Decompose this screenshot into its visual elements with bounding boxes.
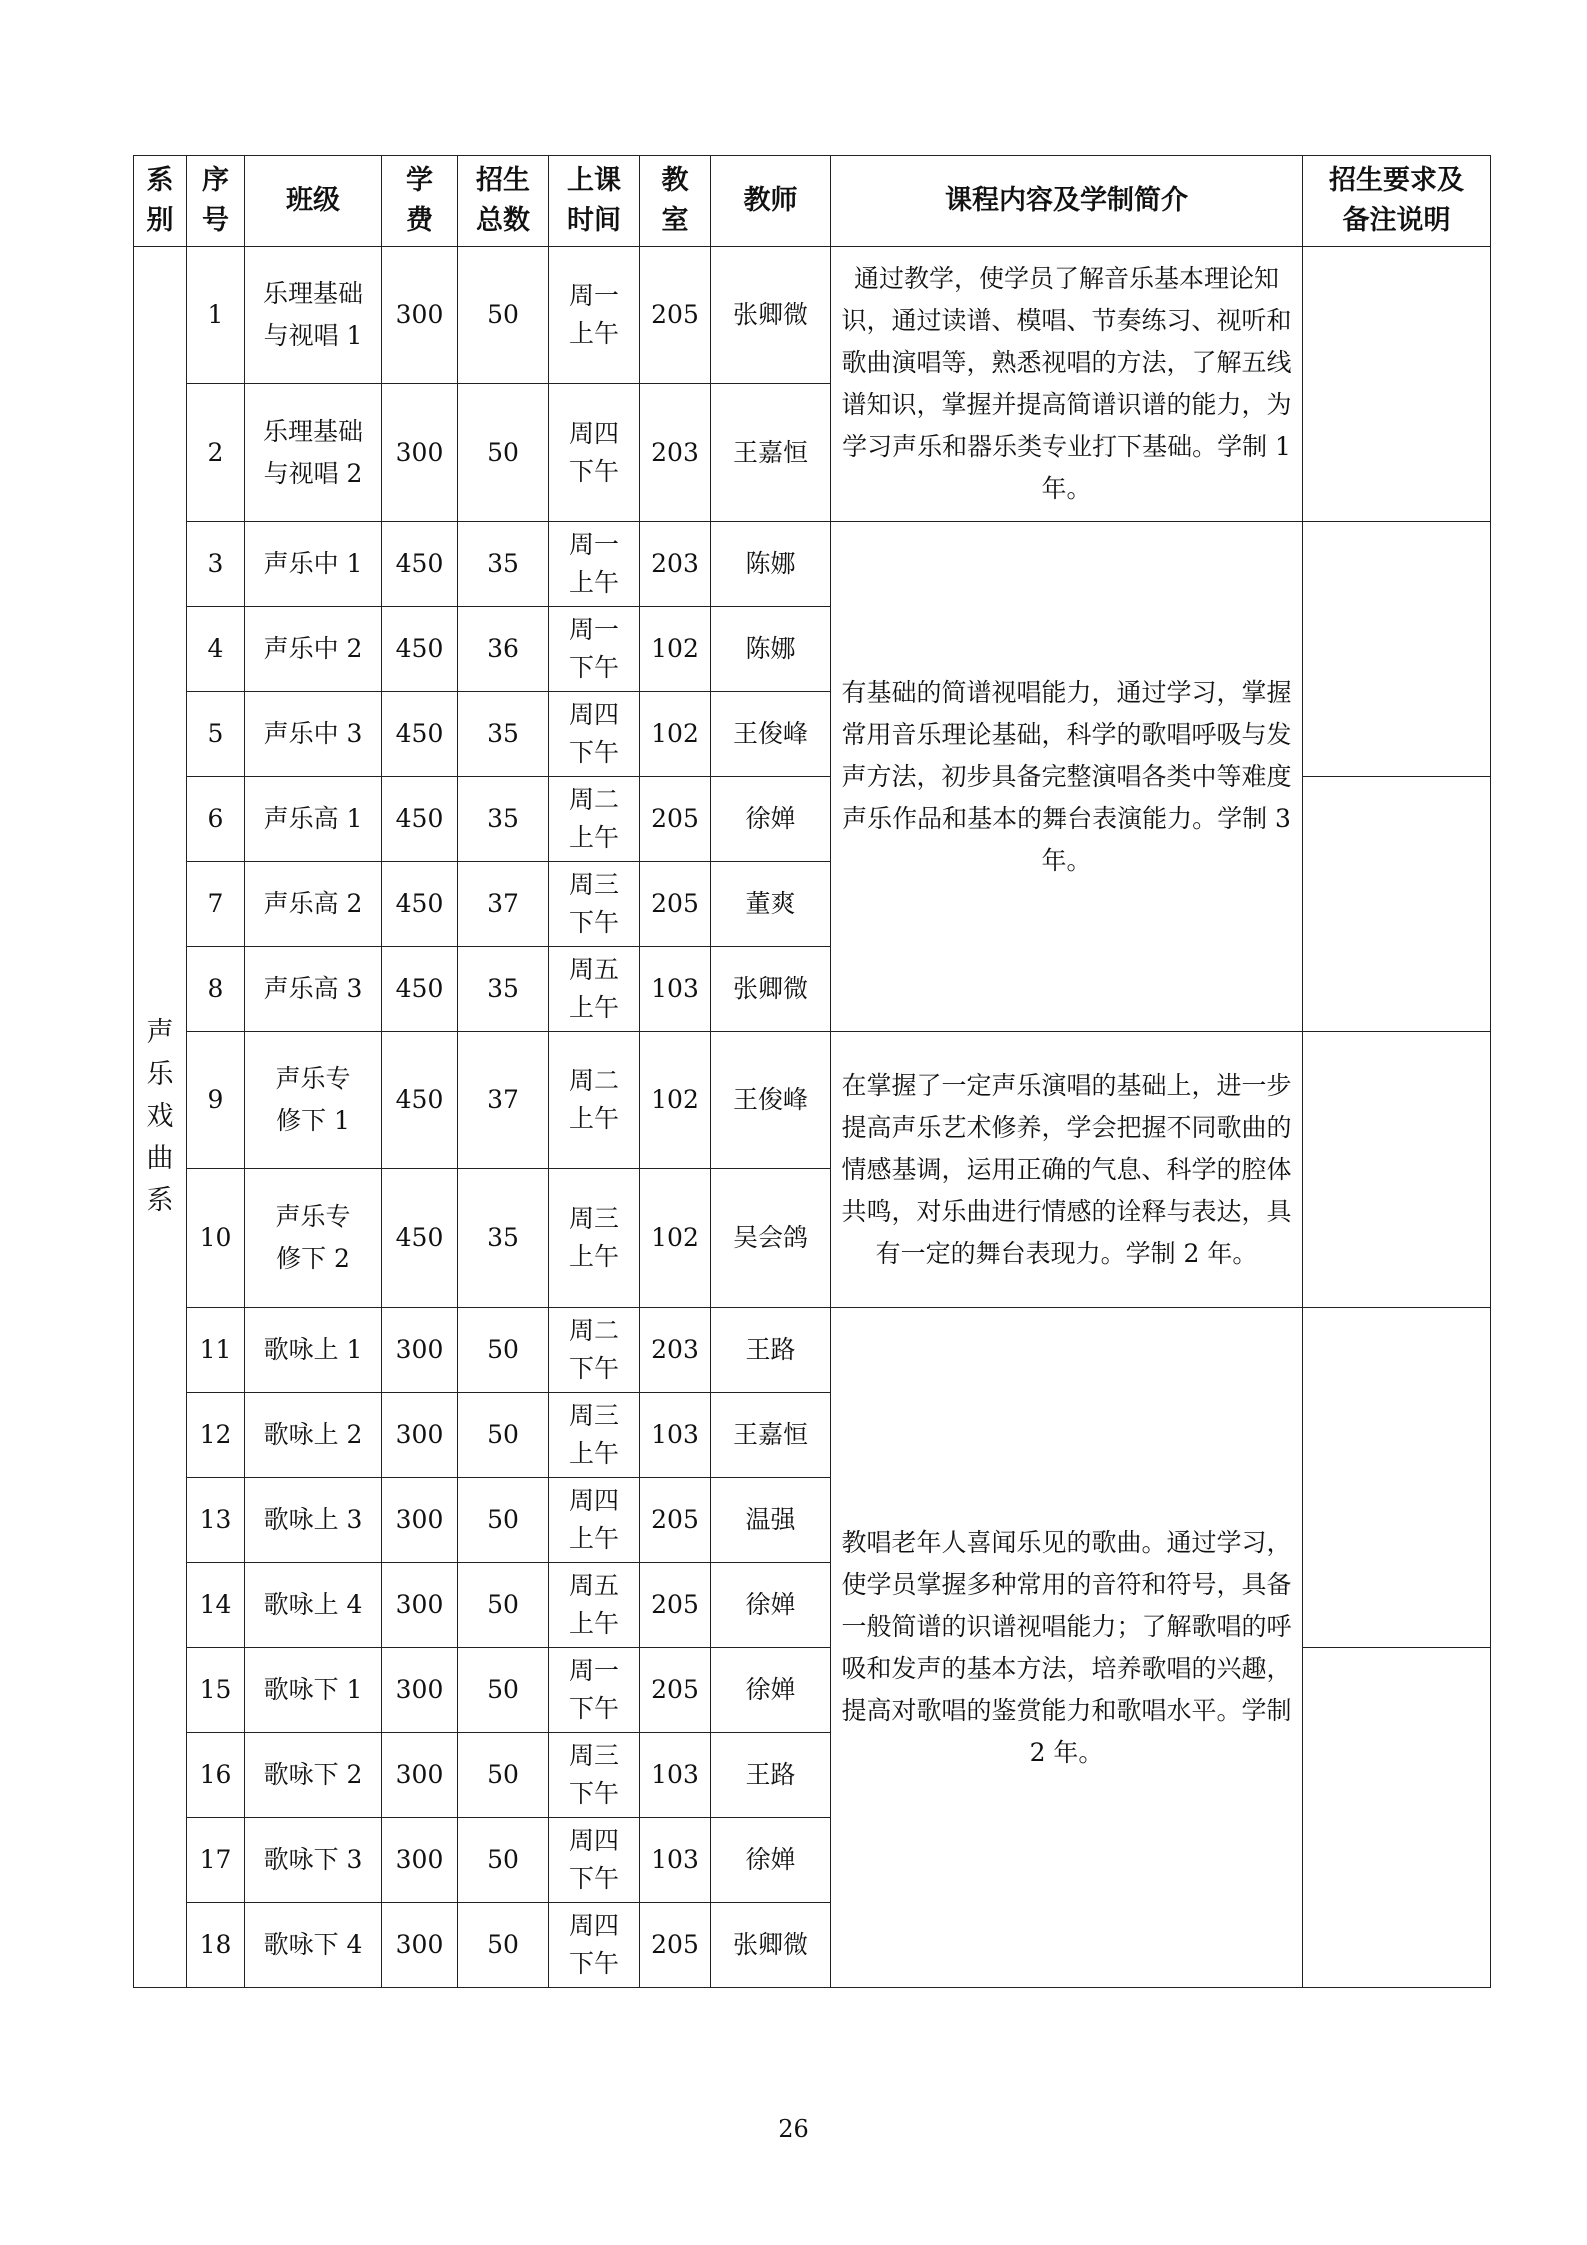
- cell-class: 歌咏下 1: [245, 1648, 382, 1733]
- cell-room: 102: [640, 607, 711, 692]
- cell-time: 周一下午: [549, 607, 640, 692]
- cell-room: 205: [640, 1478, 711, 1563]
- notes-cell: [1303, 777, 1491, 1032]
- cell-no: 10: [187, 1169, 245, 1308]
- cell-time: 周二下午: [549, 1308, 640, 1393]
- cell-room: 102: [640, 1032, 711, 1169]
- cell-no: 4: [187, 607, 245, 692]
- cell-teacher: 徐婵: [711, 777, 831, 862]
- cell-time: 周四下午: [549, 1903, 640, 1988]
- notes-cell: [1303, 522, 1491, 777]
- description-cell: 在掌握了一定声乐演唱的基础上，进一步提高声乐艺术修养，学会把握不同歌曲的情感基调，运用正确的气息、科学的腔体共鸣，对乐曲进行情感的诠释与表达，具有一定的舞台表现力。学制 2 年。: [831, 1032, 1303, 1308]
- table-row: [134, 1308, 1491, 1393]
- cell-class: 声乐中 2: [245, 607, 382, 692]
- notes-cell: [1303, 1648, 1491, 1988]
- notes-cell: [1303, 247, 1491, 522]
- cell-quota: 37: [458, 862, 549, 947]
- cell-class: 歌咏上 1: [245, 1308, 382, 1393]
- cell-fee: 300: [382, 1733, 458, 1818]
- cell-room: 103: [640, 947, 711, 1032]
- cell-room: 103: [640, 1393, 711, 1478]
- cell-no: 11: [187, 1308, 245, 1393]
- cell-time: 周三上午: [549, 1169, 640, 1308]
- cell-teacher: 王路: [711, 1733, 831, 1818]
- cell-teacher: 张卿微: [711, 947, 831, 1032]
- cell-fee: 450: [382, 777, 458, 862]
- cell-time: 周一上午: [549, 522, 640, 607]
- cell-class: 歌咏下 4: [245, 1903, 382, 1988]
- cell-quota: 36: [458, 607, 549, 692]
- cell-time: 周四下午: [549, 692, 640, 777]
- header-row: [134, 156, 1491, 247]
- cell-time: 周四下午: [549, 1818, 640, 1903]
- cell-class: 声乐高 2: [245, 862, 382, 947]
- cell-quota: 50: [458, 1903, 549, 1988]
- cell-time: 周三下午: [549, 1733, 640, 1818]
- cell-quota: 50: [458, 247, 549, 384]
- cell-time: 周四上午: [549, 1478, 640, 1563]
- cell-no: 3: [187, 522, 245, 607]
- cell-room: 205: [640, 1903, 711, 1988]
- cell-teacher: 温强: [711, 1478, 831, 1563]
- cell-class: 声乐中 3: [245, 692, 382, 777]
- header-dept: 系别: [134, 156, 187, 247]
- cell-quota: 35: [458, 1169, 549, 1308]
- cell-quota: 35: [458, 522, 549, 607]
- cell-class: 歌咏上 2: [245, 1393, 382, 1478]
- cell-quota: 35: [458, 947, 549, 1032]
- cell-quota: 50: [458, 1478, 549, 1563]
- department-cell: 声乐戏曲系: [134, 247, 187, 1988]
- cell-quota: 50: [458, 384, 549, 522]
- table-row: [134, 1032, 1491, 1169]
- course-table: [133, 155, 1491, 1988]
- cell-room: 205: [640, 862, 711, 947]
- cell-class: 声乐中 1: [245, 522, 382, 607]
- cell-room: 205: [640, 1648, 711, 1733]
- cell-time: 周五上午: [549, 947, 640, 1032]
- cell-teacher: 王俊峰: [711, 1032, 831, 1169]
- cell-class: 声乐高 1: [245, 777, 382, 862]
- cell-fee: 450: [382, 692, 458, 777]
- cell-no: 8: [187, 947, 245, 1032]
- cell-time: 周三上午: [549, 1393, 640, 1478]
- cell-teacher: 董爽: [711, 862, 831, 947]
- cell-class: 歌咏上 4: [245, 1563, 382, 1648]
- cell-fee: 300: [382, 1818, 458, 1903]
- cell-time: 周二上午: [549, 1032, 640, 1169]
- cell-teacher: 张卿微: [711, 1903, 831, 1988]
- cell-teacher: 王嘉恒: [711, 1393, 831, 1478]
- header-quota: 招生总数: [458, 156, 549, 247]
- cell-quota: 50: [458, 1733, 549, 1818]
- cell-room: 205: [640, 1563, 711, 1648]
- cell-quota: 50: [458, 1308, 549, 1393]
- cell-fee: 450: [382, 1032, 458, 1169]
- cell-quota: 35: [458, 777, 549, 862]
- cell-class: 歌咏下 3: [245, 1818, 382, 1903]
- page-number: 26: [778, 2115, 809, 2143]
- cell-time: 周三下午: [549, 862, 640, 947]
- cell-quota: 37: [458, 1032, 549, 1169]
- cell-fee: 450: [382, 522, 458, 607]
- cell-no: 13: [187, 1478, 245, 1563]
- cell-quota: 50: [458, 1563, 549, 1648]
- cell-room: 205: [640, 777, 711, 862]
- cell-fee: 450: [382, 947, 458, 1032]
- cell-no: 7: [187, 862, 245, 947]
- cell-fee: 300: [382, 1648, 458, 1733]
- cell-fee: 450: [382, 607, 458, 692]
- cell-fee: 300: [382, 1478, 458, 1563]
- description-cell: 有基础的简谱视唱能力，通过学习，掌握常用音乐理论基础，科学的歌唱呼吸与发声方法，初步具备完整演唱各类中等难度声乐作品和基本的舞台表演能力。学制 3 年。: [831, 522, 1303, 1032]
- cell-no: 6: [187, 777, 245, 862]
- cell-fee: 450: [382, 862, 458, 947]
- cell-teacher: 吴会鸽: [711, 1169, 831, 1308]
- cell-class: 声乐高 3: [245, 947, 382, 1032]
- cell-fee: 300: [382, 1903, 458, 1988]
- cell-teacher: 王俊峰: [711, 692, 831, 777]
- notes-cell: [1303, 1308, 1491, 1648]
- cell-room: 103: [640, 1818, 711, 1903]
- description-cell: 教唱老年人喜闻乐见的歌曲。通过学习，使学员掌握多种常用的音符和符号，具备一般简谱的识谱视唱能力；了解歌唱的呼吸和发声的基本方法，培养歌唱的兴趣，提高对歌唱的鉴赏能力和歌唱水平。学制 2 年。: [831, 1308, 1303, 1988]
- cell-no: 15: [187, 1648, 245, 1733]
- cell-fee: 300: [382, 1393, 458, 1478]
- cell-class: 声乐专修下 2: [245, 1169, 382, 1308]
- cell-class: 歌咏上 3: [245, 1478, 382, 1563]
- cell-quota: 50: [458, 1648, 549, 1733]
- cell-fee: 300: [382, 384, 458, 522]
- cell-class: 歌咏下 2: [245, 1733, 382, 1818]
- cell-room: 102: [640, 692, 711, 777]
- header-class: 班级: [245, 156, 382, 247]
- header-no: 序号: [187, 156, 245, 247]
- cell-no: 5: [187, 692, 245, 777]
- cell-teacher: 陈娜: [711, 607, 831, 692]
- cell-time: 周一上午: [549, 247, 640, 384]
- cell-teacher: 张卿微: [711, 247, 831, 384]
- cell-time: 周一下午: [549, 1648, 640, 1733]
- cell-time: 周四下午: [549, 384, 640, 522]
- header-time: 上课时间: [549, 156, 640, 247]
- table-row: [134, 522, 1491, 607]
- cell-teacher: 徐婵: [711, 1563, 831, 1648]
- cell-no: 16: [187, 1733, 245, 1818]
- cell-teacher: 徐婵: [711, 1648, 831, 1733]
- cell-quota: 50: [458, 1393, 549, 1478]
- header-fee: 学费: [382, 156, 458, 247]
- cell-no: 2: [187, 384, 245, 522]
- cell-time: 周五上午: [549, 1563, 640, 1648]
- description-cell: 通过教学，使学员了解音乐基本理论知识，通过读谱、模唱、节奏练习、视听和歌曲演唱等，熟悉视唱的方法，了解五线谱知识，掌握并提高简谱识谱的能力，为学习声乐和器乐类专业打下基础。学制 1 年。: [831, 247, 1303, 522]
- cell-quota: 35: [458, 692, 549, 777]
- cell-no: 18: [187, 1903, 245, 1988]
- cell-teacher: 王路: [711, 1308, 831, 1393]
- cell-room: 203: [640, 1308, 711, 1393]
- notes-cell: [1303, 1032, 1491, 1308]
- cell-class: 乐理基础与视唱 1: [245, 247, 382, 384]
- cell-room: 203: [640, 384, 711, 522]
- cell-no: 9: [187, 1032, 245, 1169]
- cell-no: 1: [187, 247, 245, 384]
- cell-no: 17: [187, 1818, 245, 1903]
- cell-time: 周二上午: [549, 777, 640, 862]
- cell-no: 14: [187, 1563, 245, 1648]
- cell-teacher: 王嘉恒: [711, 384, 831, 522]
- cell-room: 102: [640, 1169, 711, 1308]
- cell-quota: 50: [458, 1818, 549, 1903]
- cell-class: 声乐专修下 1: [245, 1032, 382, 1169]
- cell-teacher: 陈娜: [711, 522, 831, 607]
- cell-fee: 300: [382, 1563, 458, 1648]
- cell-room: 103: [640, 1733, 711, 1818]
- header-room: 教室: [640, 156, 711, 247]
- cell-no: 12: [187, 1393, 245, 1478]
- cell-fee: 300: [382, 247, 458, 384]
- cell-fee: 300: [382, 1308, 458, 1393]
- cell-teacher: 徐婵: [711, 1818, 831, 1903]
- header-notes: 招生要求及备注说明: [1303, 156, 1491, 247]
- table-row: [134, 247, 1491, 384]
- header-description: 课程内容及学制简介: [831, 156, 1303, 247]
- cell-fee: 450: [382, 1169, 458, 1308]
- cell-room: 203: [640, 522, 711, 607]
- cell-class: 乐理基础与视唱 2: [245, 384, 382, 522]
- cell-room: 205: [640, 247, 711, 384]
- header-teacher: 教师: [711, 156, 831, 247]
